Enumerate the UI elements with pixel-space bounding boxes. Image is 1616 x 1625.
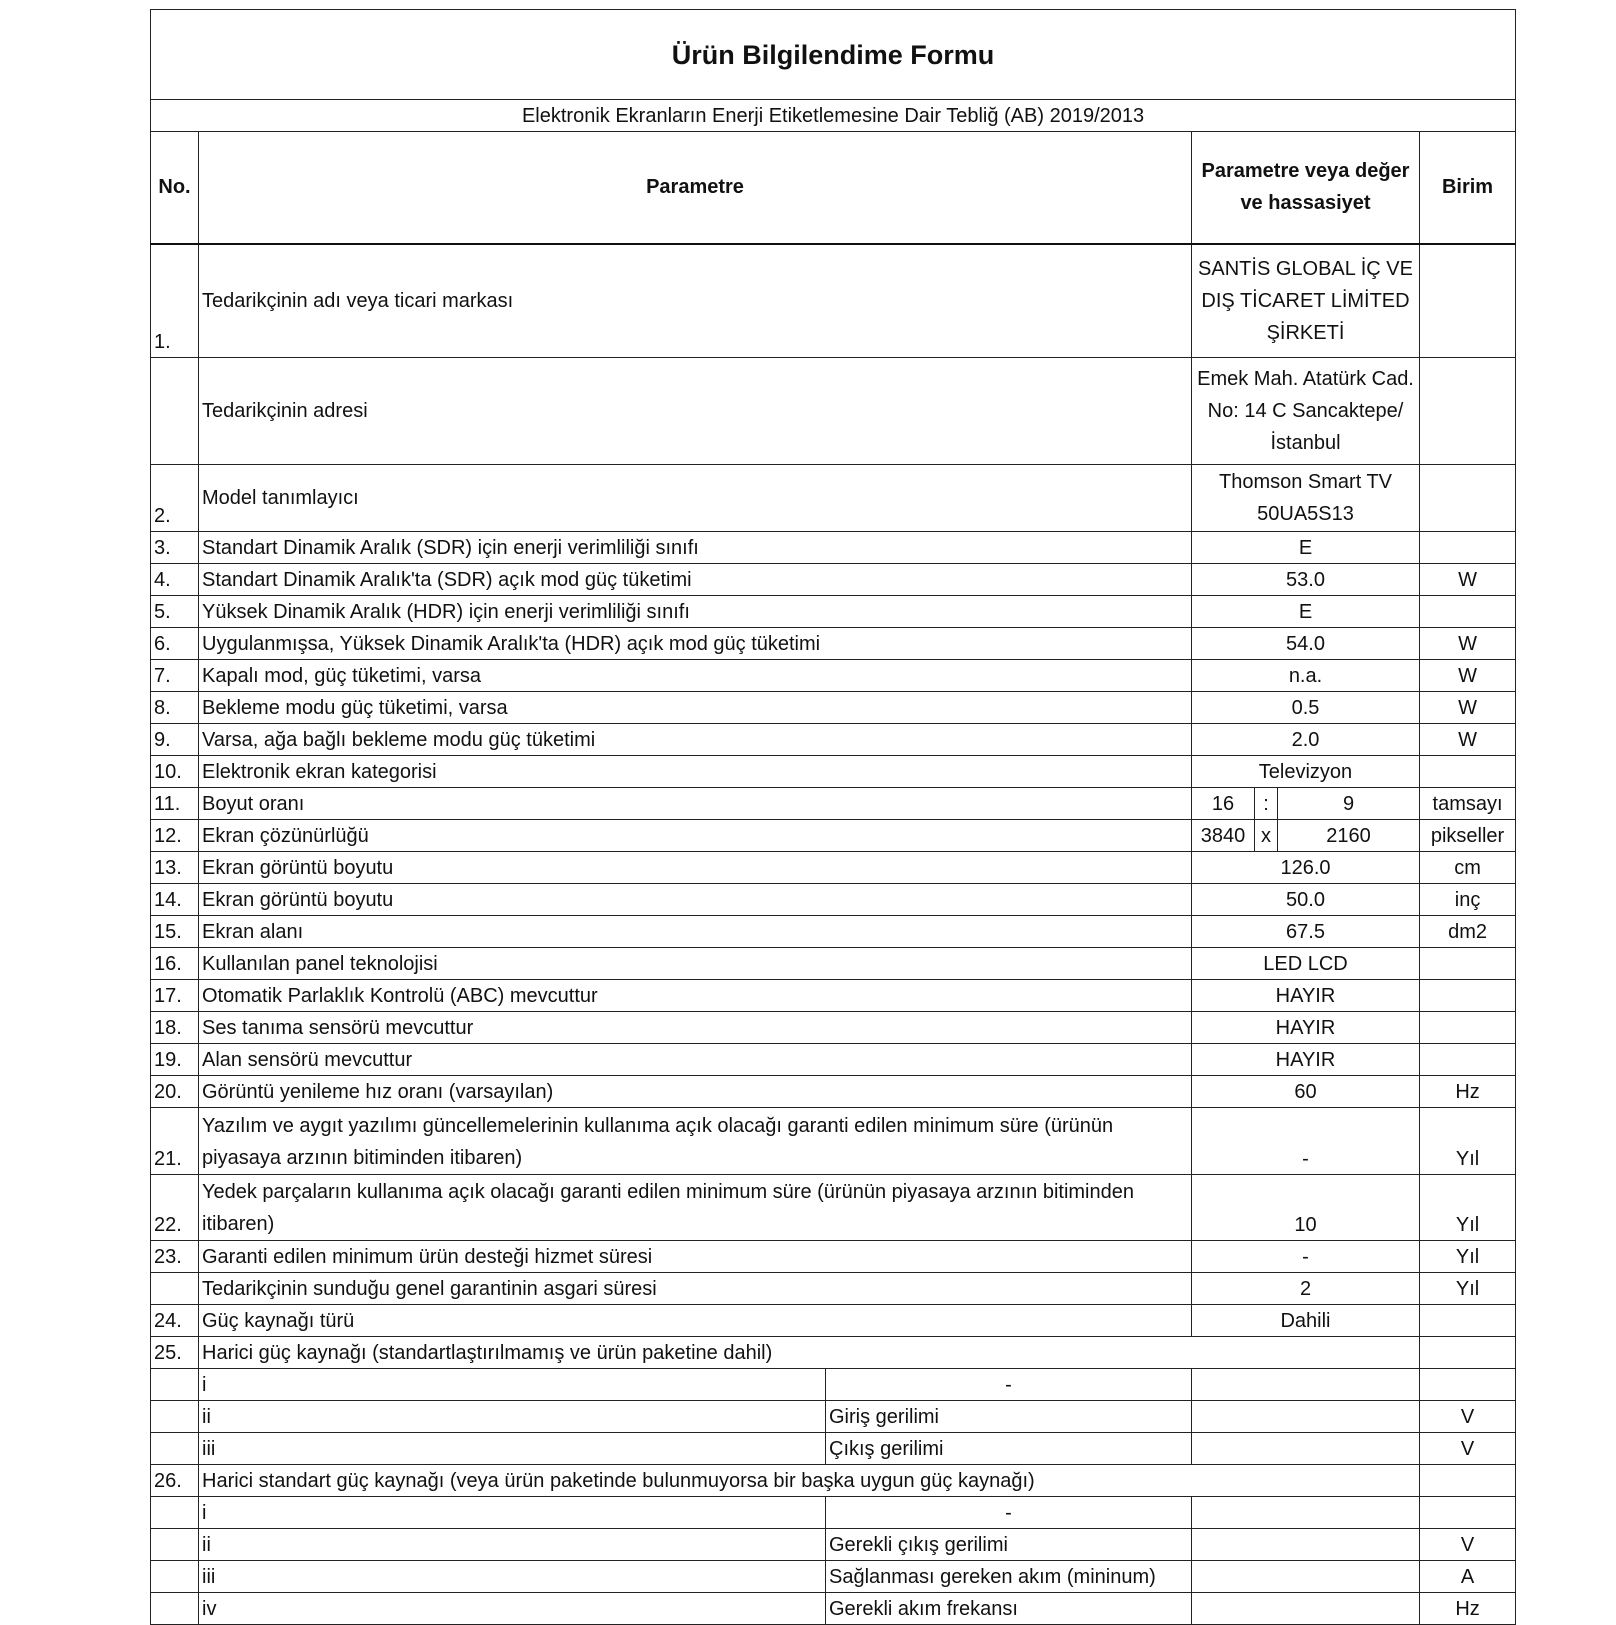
row-unit [1420, 756, 1516, 788]
row-value: n.a. [1192, 660, 1420, 692]
product-information-form [150, 9, 1515, 1625]
header-unit: Birim [1420, 132, 1516, 244]
sub-index: i [199, 1497, 826, 1529]
aspect-ratio-separator: : [1255, 788, 1278, 820]
row-value: 53.0 [1192, 564, 1420, 596]
sub-label: - [826, 1497, 1192, 1529]
table-subrow [151, 1433, 1516, 1465]
sub-unit: V [1420, 1433, 1516, 1465]
table-row [151, 948, 1516, 980]
row-label: Yüksek Dinamik Aralık (HDR) için enerji verimliliği sınıfı [199, 596, 1192, 628]
sub-unit: V [1420, 1529, 1516, 1561]
row-label: Model tanımlayıcı [199, 465, 1192, 532]
aspect-ratio-height: 9 [1278, 788, 1420, 820]
row-value: E [1192, 532, 1420, 564]
table-row [151, 1012, 1516, 1044]
table-row [151, 628, 1516, 660]
table-subrow [151, 1497, 1516, 1529]
table-row [151, 980, 1516, 1012]
form-table [150, 9, 1516, 1625]
sub-index: ii [199, 1529, 826, 1561]
sub-value [1192, 1433, 1420, 1465]
sub-label: - [826, 1369, 1192, 1401]
table-row [151, 244, 1516, 358]
sub-value [1192, 1529, 1420, 1561]
row-value: 54.0 [1192, 628, 1420, 660]
row-unit: Yıl [1420, 1241, 1516, 1273]
row-value: E [1192, 596, 1420, 628]
sub-label: Gerekli akım frekansı [826, 1593, 1192, 1625]
row-no: 26. [151, 1465, 199, 1497]
table-row [151, 1241, 1516, 1273]
row-label: Boyut oranı [199, 788, 1192, 820]
row-value: 2 [1192, 1273, 1420, 1305]
row-value: 126.0 [1192, 852, 1420, 884]
table-subrow [151, 1369, 1516, 1401]
row-value: SANTİS GLOBAL İÇ VE DIŞ TİCARET LİMİTED ŞİRKETİ [1192, 244, 1420, 358]
row-value: - [1192, 1108, 1420, 1175]
row-value: HAYIR [1192, 980, 1420, 1012]
row-no: 17. [151, 980, 199, 1012]
aspect-ratio-width: 16 [1192, 788, 1255, 820]
row-unit [1420, 1012, 1516, 1044]
row-no: 9. [151, 724, 199, 756]
row-label: Harici güç kaynağı (standartlaştırılmamış ve ürün paketine dahil) [199, 1337, 1420, 1369]
sub-value [1192, 1593, 1420, 1625]
row-no [151, 358, 199, 465]
row-unit [1420, 948, 1516, 980]
row-label: Yedek parçaların kullanıma açık olacağı garanti edilen minimum süre (ürünün piyasaya arzının bitiminden itibaren) [199, 1175, 1192, 1241]
row-unit: Yıl [1420, 1108, 1516, 1175]
sub-label: Gerekli çıkış gerilimi [826, 1529, 1192, 1561]
sub-index: iv [199, 1593, 826, 1625]
row-unit [1420, 980, 1516, 1012]
row-no: 6. [151, 628, 199, 660]
row-label: Otomatik Parlaklık Kontrolü (ABC) mevcuttur [199, 980, 1192, 1012]
row-no: 12. [151, 820, 199, 852]
table-row [151, 1076, 1516, 1108]
sub-unit [1420, 1369, 1516, 1401]
row-label: Ekran görüntü boyutu [199, 852, 1192, 884]
row-value: HAYIR [1192, 1044, 1420, 1076]
row-no: 7. [151, 660, 199, 692]
row-no: 23. [151, 1241, 199, 1273]
row-label: Ekran görüntü boyutu [199, 884, 1192, 916]
row-value: 50.0 [1192, 884, 1420, 916]
form-title: Ürün Bilgilendime Formu [151, 10, 1516, 100]
row-label: Kullanılan panel teknolojisi [199, 948, 1192, 980]
table-row [151, 884, 1516, 916]
resolution-width: 3840 [1192, 820, 1255, 852]
table-row [151, 358, 1516, 465]
sub-unit: V [1420, 1401, 1516, 1433]
row-value: Dahili [1192, 1305, 1420, 1337]
row-unit [1420, 1465, 1516, 1497]
row-unit: cm [1420, 852, 1516, 884]
row-unit: tamsayı [1420, 788, 1516, 820]
sub-value [1192, 1497, 1420, 1529]
table-row [151, 1175, 1516, 1241]
row-value: 67.5 [1192, 916, 1420, 948]
row-unit: Yıl [1420, 1273, 1516, 1305]
table-row [151, 465, 1516, 532]
row-no: 13. [151, 852, 199, 884]
table-row [151, 1273, 1516, 1305]
sub-value [1192, 1369, 1420, 1401]
header-no: No. [151, 132, 199, 244]
table-row [151, 1044, 1516, 1076]
row-label: Tedarikçinin sunduğu genel garantinin asgari süresi [199, 1273, 1192, 1305]
row-value: 2.0 [1192, 724, 1420, 756]
row-label: Garanti edilen minimum ürün desteği hizmet süresi [199, 1241, 1192, 1273]
row-no: 19. [151, 1044, 199, 1076]
table-subrow [151, 1593, 1516, 1625]
row-unit: Yıl [1420, 1175, 1516, 1241]
row-label: Ekran alanı [199, 916, 1192, 948]
sub-label: Giriş gerilimi [826, 1401, 1192, 1433]
row-unit: pikseller [1420, 820, 1516, 852]
row-no: 10. [151, 756, 199, 788]
table-row [151, 788, 1516, 820]
row-no: 15. [151, 916, 199, 948]
row-value: LED LCD [1192, 948, 1420, 980]
row-label: Tedarikçinin adresi [199, 358, 1192, 465]
row-value: HAYIR [1192, 1012, 1420, 1044]
row-no [151, 1273, 199, 1305]
row-label: Kapalı mod, güç tüketimi, varsa [199, 660, 1192, 692]
row-no: 16. [151, 948, 199, 980]
row-value: 10 [1192, 1175, 1420, 1241]
sub-label: Çıkış gerilimi [826, 1433, 1192, 1465]
sub-value [1192, 1401, 1420, 1433]
row-no: 21. [151, 1108, 199, 1175]
table-subrow [151, 1529, 1516, 1561]
row-no: 14. [151, 884, 199, 916]
table-row [151, 820, 1516, 852]
sub-index: ii [199, 1401, 826, 1433]
row-unit: inç [1420, 884, 1516, 916]
row-unit: W [1420, 660, 1516, 692]
table-subrow [151, 1401, 1516, 1433]
row-label: Standart Dinamik Aralık (SDR) için enerji verimliliği sınıfı [199, 532, 1192, 564]
row-value: - [1192, 1241, 1420, 1273]
row-label: Yazılım ve aygıt yazılımı güncellemelerinin kullanıma açık olacağı garanti edilen minimum süre (ürünün piyasaya arzının bitiminden itibaren) [199, 1108, 1192, 1175]
table-row [151, 564, 1516, 596]
row-value: 0.5 [1192, 692, 1420, 724]
row-label: Alan sensörü mevcuttur [199, 1044, 1192, 1076]
table-row [151, 596, 1516, 628]
row-label: Elektronik ekran kategorisi [199, 756, 1192, 788]
row-no: 3. [151, 532, 199, 564]
resolution-height: 2160 [1278, 820, 1420, 852]
table-row [151, 1465, 1516, 1497]
row-unit: W [1420, 692, 1516, 724]
row-unit [1420, 532, 1516, 564]
row-unit: Hz [1420, 1076, 1516, 1108]
sub-unit: A [1420, 1561, 1516, 1593]
row-no: 4. [151, 564, 199, 596]
row-unit [1420, 358, 1516, 465]
row-value: Emek Mah. Atatürk Cad. No: 14 C Sancaktepe/İstanbul [1192, 358, 1420, 465]
table-row [151, 724, 1516, 756]
table-row [151, 756, 1516, 788]
table-row [151, 660, 1516, 692]
sub-unit: Hz [1420, 1593, 1516, 1625]
row-no: 22. [151, 1175, 199, 1241]
sub-label: Sağlanması gereken akım (mininum) [826, 1561, 1192, 1593]
row-label: Tedarikçinin adı veya ticari markası [199, 244, 1192, 358]
row-label: Uygulanmışsa, Yüksek Dinamik Aralık'ta (HDR) açık mod güç tüketimi [199, 628, 1192, 660]
row-label: Görüntü yenileme hız oranı (varsayılan) [199, 1076, 1192, 1108]
table-row [151, 1337, 1516, 1369]
sub-index: i [199, 1369, 826, 1401]
row-unit: W [1420, 564, 1516, 596]
row-label: Varsa, ağa bağlı bekleme modu güç tüketimi [199, 724, 1192, 756]
row-unit: W [1420, 628, 1516, 660]
form-subtitle: Elektronik Ekranların Enerji Etiketlemesine Dair Tebliğ (AB) 2019/2013 [151, 100, 1516, 132]
row-unit [1420, 596, 1516, 628]
row-unit [1420, 1044, 1516, 1076]
row-no: 18. [151, 1012, 199, 1044]
table-row [151, 916, 1516, 948]
table-row [151, 1108, 1516, 1175]
row-label: Ekran çözünürlüğü [199, 820, 1192, 852]
table-row [151, 692, 1516, 724]
row-no: 8. [151, 692, 199, 724]
row-no: 25. [151, 1337, 199, 1369]
row-label: Ses tanıma sensörü mevcuttur [199, 1012, 1192, 1044]
row-unit: dm2 [1420, 916, 1516, 948]
row-label: Bekleme modu güç tüketimi, varsa [199, 692, 1192, 724]
row-no: 1. [151, 244, 199, 358]
row-unit [1420, 244, 1516, 358]
row-unit [1420, 1305, 1516, 1337]
table-row [151, 532, 1516, 564]
row-unit [1420, 465, 1516, 532]
row-value: 60 [1192, 1076, 1420, 1108]
header-value: Parametre veya değer ve hassasiyet [1192, 132, 1420, 244]
row-label: Güç kaynağı türü [199, 1305, 1192, 1337]
row-label: Standart Dinamik Aralık'ta (SDR) açık mod güç tüketimi [199, 564, 1192, 596]
table-row [151, 1305, 1516, 1337]
row-no: 2. [151, 465, 199, 532]
row-no: 20. [151, 1076, 199, 1108]
sub-unit [1420, 1497, 1516, 1529]
row-value: Televizyon [1192, 756, 1420, 788]
resolution-separator: x [1255, 820, 1278, 852]
table-subrow [151, 1561, 1516, 1593]
sub-index: iii [199, 1433, 826, 1465]
sub-index: iii [199, 1561, 826, 1593]
row-value: Thomson Smart TV 50UA5S13 [1192, 465, 1420, 532]
row-unit: W [1420, 724, 1516, 756]
row-no: 11. [151, 788, 199, 820]
table-row [151, 852, 1516, 884]
header-parameter: Parametre [199, 132, 1192, 244]
row-unit [1420, 1337, 1516, 1369]
row-label: Harici standart güç kaynağı (veya ürün paketinde bulunmuyorsa bir başka uygun güç kaynağı) [199, 1465, 1420, 1497]
sub-value [1192, 1561, 1420, 1593]
row-no: 5. [151, 596, 199, 628]
row-no: 24. [151, 1305, 199, 1337]
